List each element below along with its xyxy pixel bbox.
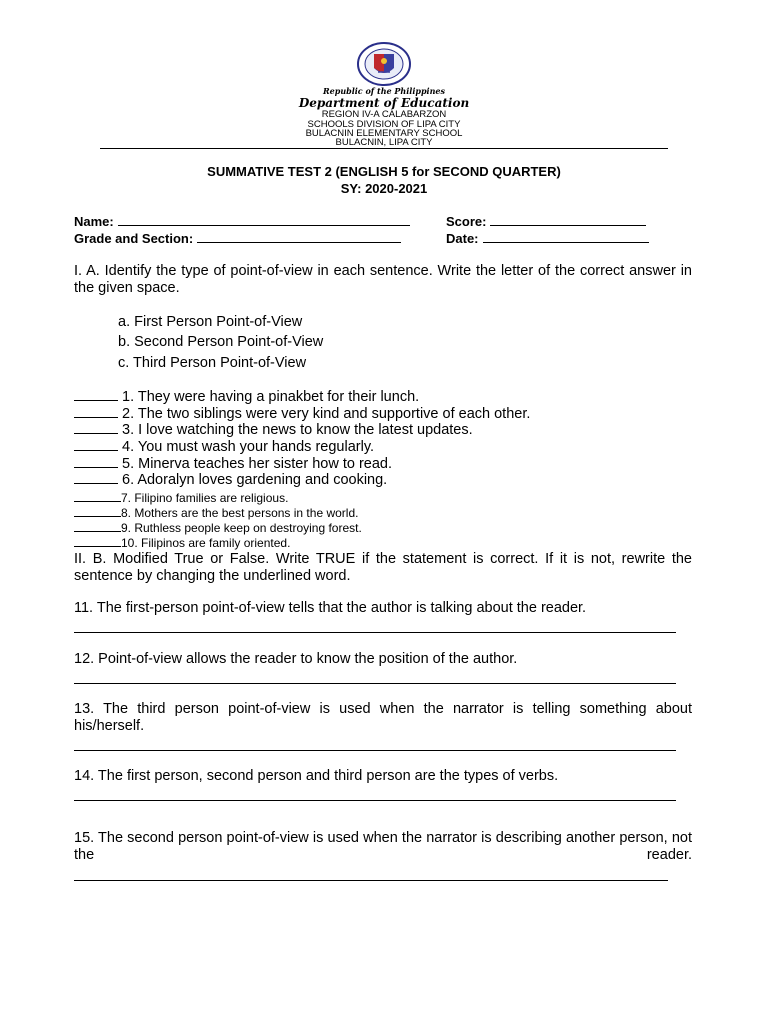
question-13: 13. The third person point-of-view is used when the narrator is telling something about his/herself.	[74, 701, 692, 734]
grade-label: Grade and Section:	[74, 231, 194, 246]
republic-line: Republic of the Philippines	[322, 86, 445, 96]
choice-b: b. Second Person Point-of-View	[118, 334, 324, 350]
list-item: 4. You must wash your hands regularly.	[74, 439, 374, 455]
answer-line[interactable]	[74, 880, 668, 881]
answer-line[interactable]	[74, 683, 676, 684]
answer-line[interactable]	[74, 632, 676, 633]
list-item: 5. Minerva teaches her sister how to read.	[74, 456, 392, 472]
list-item: 6. Adoralyn loves gardening and cooking.	[74, 472, 387, 488]
header-divider	[100, 148, 668, 149]
question-14: 14. The first person, second person and third person are the types of verbs.	[74, 768, 559, 784]
answer-blank[interactable]	[74, 520, 121, 532]
test-title: SUMMATIVE TEST 2 (ENGLISH 5 for SECOND QUARTER)	[207, 164, 561, 179]
part2-instruction: II. B. Modified True or False. Write TRUE if the statement is correct. If it is not, rewrite the sentence by changing the underlined word.	[74, 551, 692, 584]
school-line: BULACNIN ELEMENTARY SCHOOL	[305, 128, 463, 139]
answer-blank[interactable]	[74, 439, 118, 451]
name-label: Name:	[74, 214, 114, 229]
choice-c: c. Third Person Point-of-View	[118, 355, 307, 371]
list-item: 2. The two siblings were very kind and supportive of each other.	[74, 406, 530, 422]
question-15: 15. The second person point-of-view is used when the narrator is describing another person, not the reader.	[74, 830, 692, 863]
answer-blank[interactable]	[74, 490, 121, 502]
question-12: 12. Point-of-view allows the reader to know the position of the author.	[74, 651, 518, 667]
score-blank[interactable]	[490, 213, 646, 226]
date-label: Date:	[446, 231, 479, 246]
answer-line[interactable]	[74, 750, 676, 751]
division-line: SCHOOLS DIVISION OF LIPA CITY	[307, 119, 461, 130]
answer-blank[interactable]	[74, 389, 118, 401]
score-field	[446, 213, 646, 229]
answer-line[interactable]	[74, 800, 676, 801]
list-item: 3. I love watching the news to know the latest updates.	[74, 422, 473, 438]
region-line: REGION IV-A CALABARZON	[321, 109, 447, 120]
list-item: 9. Ruthless people keep on destroying forest.	[74, 520, 362, 535]
department-name: Department of Education	[298, 96, 470, 110]
answer-blank[interactable]	[74, 422, 118, 434]
date-blank[interactable]	[483, 230, 649, 243]
address-line: BULACNIN, LIPA CITY	[335, 137, 433, 148]
list-item: 7. Filipino families are religious.	[74, 490, 288, 505]
score-label: Score:	[446, 214, 487, 229]
name-field	[74, 213, 410, 229]
part1-instruction: I. A. Identify the type of point-of-view in each sentence. Write the letter of the correct answer in the given space.	[74, 263, 692, 296]
school-year: SY: 2020-2021	[340, 181, 428, 196]
answer-blank[interactable]	[74, 472, 118, 484]
choice-a: a. First Person Point-of-View	[118, 314, 303, 330]
question-11: 11. The first-person point-of-view tells that the author is talking about the reader.	[74, 600, 587, 616]
answer-blank[interactable]	[74, 505, 121, 517]
name-blank[interactable]	[118, 213, 410, 226]
deped-seal-icon	[349, 42, 419, 86]
answer-blank[interactable]	[74, 535, 121, 547]
date-field	[446, 230, 649, 246]
grade-blank[interactable]	[197, 230, 401, 243]
list-item: 10. Filipinos are family oriented.	[74, 535, 290, 550]
answer-blank[interactable]	[74, 456, 118, 468]
list-item: 1. They were having a pinakbet for their lunch.	[74, 389, 419, 405]
grade-field	[74, 230, 401, 246]
list-item: 8. Mothers are the best persons in the world.	[74, 505, 358, 520]
answer-blank[interactable]	[74, 406, 118, 418]
